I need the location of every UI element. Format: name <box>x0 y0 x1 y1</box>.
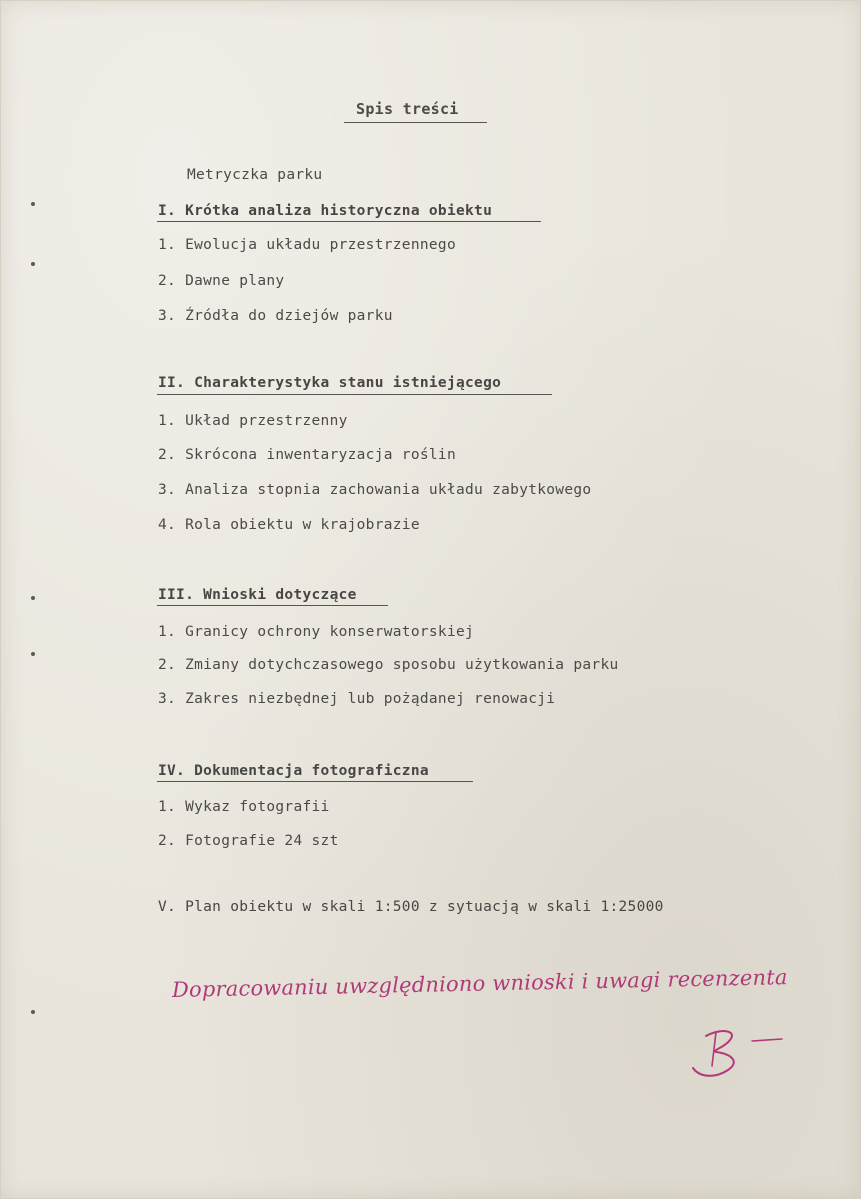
section-heading: I. Krótka analiza historyczna obiektu <box>158 203 493 219</box>
list-item: 1. Ewolucja układu przestrzennego <box>158 237 456 253</box>
list-item: 3. Analiza stopnia zachowania układu zabytkowego <box>158 482 592 498</box>
list-item: 2. Dawne plany <box>158 273 285 289</box>
list-item: 3. Zakres niezbędnej lub pożądanej renowacji <box>158 691 556 707</box>
page-title: Spis treści <box>356 100 459 118</box>
list-item: 1. Granicy ochrony konserwatorskiej <box>158 624 475 640</box>
section-heading: IV. Dokumentacja fotograficzna <box>158 763 429 779</box>
list-item: 2. Fotografie 24 szt <box>158 833 339 849</box>
list-item: 4. Rola obiektu w krajobrazie <box>158 517 420 533</box>
list-item: 2. Skrócona inwentaryzacja roślin <box>158 447 456 463</box>
section-heading: II. Charakterystyka stanu istniejącego <box>158 375 502 391</box>
list-item: 3. Źródła do dziejów parku <box>158 308 393 324</box>
list-item: 2. Zmiany dotychczasowego sposobu użytkowania parku <box>158 657 619 673</box>
intro-line: Metryczka parku <box>187 167 323 183</box>
section-heading: III. Wnioski dotyczące <box>158 587 357 603</box>
final-line: V. Plan obiektu w skali 1:500 z sytuacją w skali 1:25000 <box>158 899 664 915</box>
list-item: 1. Wykaz fotografii <box>158 799 330 815</box>
list-item: 1. Układ przestrzenny <box>158 413 348 429</box>
handwritten-note: Dopracowaniu uwzględniono wnioski i uwagi recenzenta <box>171 965 788 1002</box>
